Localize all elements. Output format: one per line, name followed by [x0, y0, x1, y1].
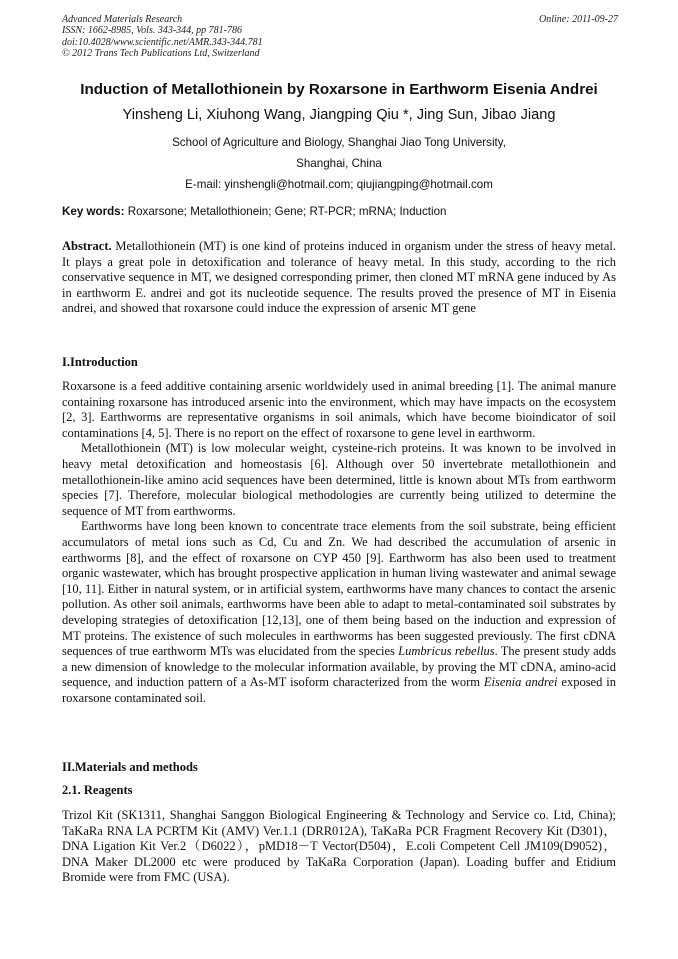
- intro-paragraph-1: Roxarsone is a feed additive containing arsenic worldwidely used in animal breeding [1]. The animal manure containing roxarsone has introduced arsenic into the environment, which may have impacts on the ecosystem [2, 3]. Earthworms are representative organisms in soil animals, which have become bioindicator of soil contaminations [4, 5]. There is no report on the effect of roxarsone to gene level in earthworm.: [62, 379, 616, 440]
- abstract-text: Metallothionein (MT) is one kind of proteins induced in organism under the stress of heavy metal. It plays a great pole in detoxification and tolerance of heavy metal. In this study, according to the rich conservative sequence in MT, we designed corresponding primer, then cloned MT mRNA gene induced by As in earthworm E. andrei and got its nucleotide sequence. The results proved the presence of MT in Eisenia andrei, and showed that roxarsone could induce the expression of arsenic MT gene: [62, 239, 616, 316]
- journal-header: [62, 14, 618, 60]
- reagents-subheading: 2.1. Reagents: [62, 783, 133, 797]
- keywords-line: [62, 205, 618, 219]
- issn-line: ISSN: 1662-8985, Vols. 343-344, pp 781-786: [62, 25, 242, 37]
- abstract-label: Abstract.: [62, 239, 112, 253]
- author-list: Yinsheng Li, Xiuhong Wang, Jiangping Qiu *, Jing Sun, Jibao Jiang: [122, 107, 556, 123]
- reagents-paragraph: Trizol Kit (SK1311, Shanghai Sanggon Biological Engineering & Technology and Service co. Ltd, China); TaKaRa RNA LA PCRTM Kit (AMV) Ver.1.1 (DRR012A), TaKaRa PCR Fragment Recovery Kit (D301)，DNA Ligation Kit Ver.2（D6022），pMD18－T Vector(D504)，E.coli Competent Cell JM109(D9052)，DNA Maker DL2000 etc were produced by TaKaRa Corporation (Japan). Loading buffer and Etidium Bromide were from FMC (USA).: [62, 808, 616, 885]
- methods-heading: II.Materials and methods: [62, 760, 198, 774]
- paper-title: Induction of Metallothionein by Roxarsone in Earthworm Eisenia Andrei: [80, 81, 598, 98]
- keywords-label: Key words:: [62, 205, 125, 218]
- intro-p3-text-b: . The present study adds a new dimension of knowledge to the molecular information available, by proving the MT cDNA, amino-acid sequence, and induction pattern of a As-MT isoform characterized from the worm: [62, 644, 616, 690]
- affiliation-block: [0, 132, 678, 195]
- affiliation-line: School of Agriculture and Biology, Shanghai Jiao Tong University,: [172, 136, 506, 149]
- copyright-line: © 2012 Trans Tech Publications Ltd, Switzerland: [62, 48, 260, 60]
- intro-paragraph-2: Metallothionein (MT) is low molecular weight, cysteine-rich proteins. It was known to be involved in heavy metal detoxification and homeostasis [6]. Although over 50 invertebrate metallothionein and metallothionein-like amino acid sequences have been determined, little is known about MTs from earthworm species [7]. Therefore, molecular biological methodologies are currently being utilized to determine the sequence of MT from earthworms.: [62, 441, 616, 518]
- online-date: Online: 2011-09-27: [539, 14, 618, 25]
- journal-name: Advanced Materials Research: [62, 14, 183, 25]
- introduction-heading: I.Introduction: [62, 355, 138, 369]
- introduction-body: [62, 379, 616, 706]
- doi-line: doi:10.4028/www.scientific.net/AMR.343-344.781: [62, 36, 263, 48]
- intro-p3-text-c: exposed in roxarsone contaminated soil.: [62, 675, 616, 705]
- abstract-paragraph: [62, 239, 616, 317]
- intro-paragraph-3: [62, 519, 616, 706]
- species-name-eisenia: Eisenia andrei: [483, 675, 558, 690]
- contact-email: E-mail: yinshengli@hotmail.com; qiujiangping@hotmail.com: [185, 178, 493, 191]
- species-name-lumbricus: Lumbricus rebellus: [398, 644, 495, 659]
- keywords-text: Roxarsone; Metallothionein; Gene; RT-PCR; mRNA; Induction: [127, 205, 447, 218]
- intro-p3-text-a: Earthworms have long been known to concentrate trace elements from the soil substrate, being efficient accumulators of metal ions such as Cd, Cu and Zn. We had described the accumulation of arsenic in earthworms [8], and the effect of roxarsone on CYP 450 [9]. Earthworm has also been used to treatment organic wastewater, which has brought prospective application in human living wastewater and animal sewage [10, 11]. Either in natural system, or in artificial system, earthworms have many chances to contact the arsenic pollution. As other soil animals, earthworms have been able to adapt to metal-contaminated soil substrates by developing strategies of detoxification [12,13], one of them being based on the induction and expression of MT proteins. The existence of such molecules in earthworms has been suggested previously. The first cDNA sequences of true earthworm MTs was elucidated from the species: [62, 519, 616, 659]
- affiliation-location: Shanghai, China: [296, 157, 382, 170]
